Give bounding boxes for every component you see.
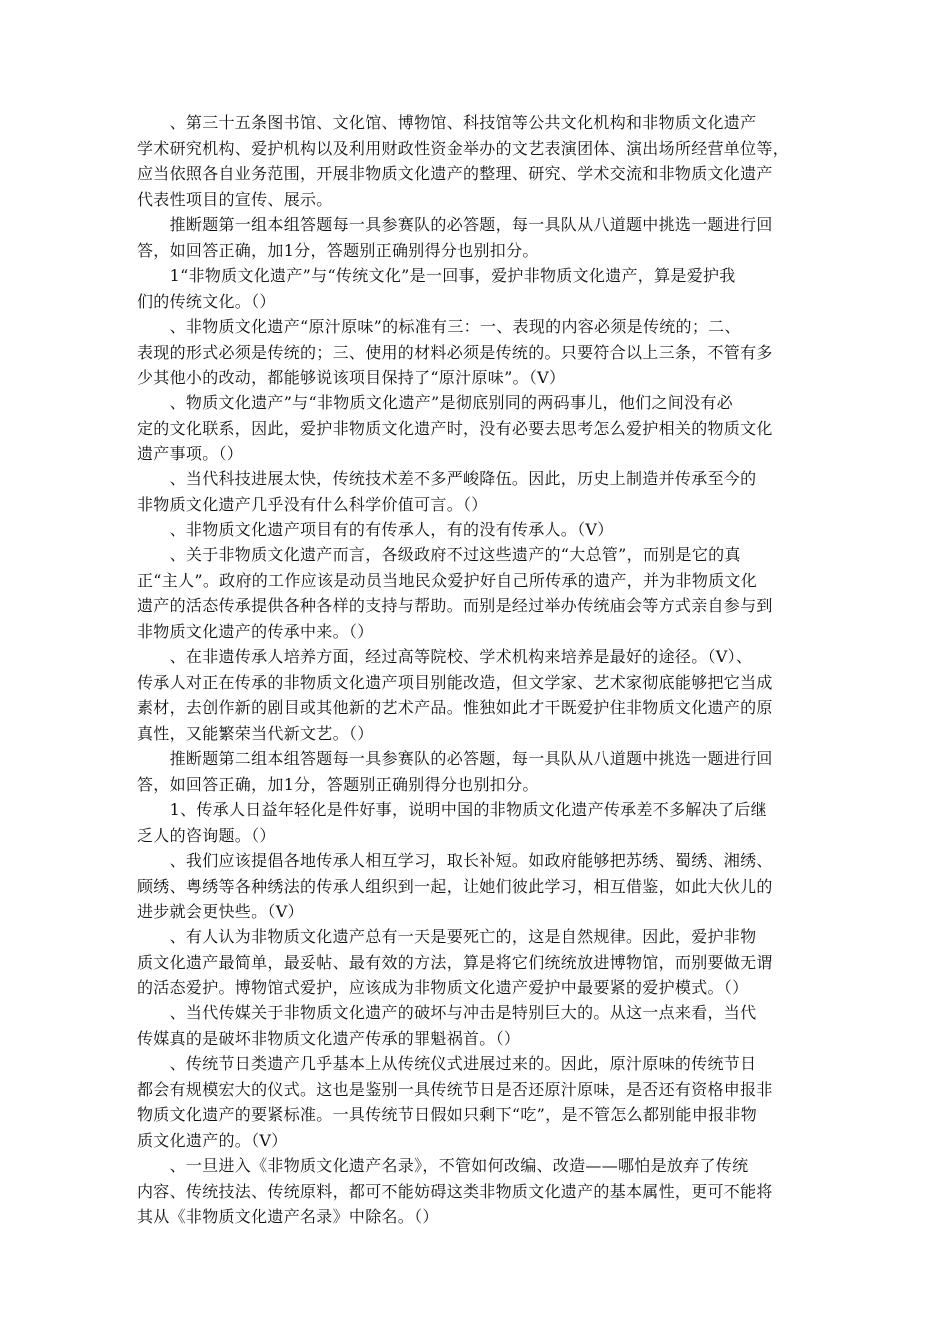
question-g1-6 — [137, 542, 827, 644]
text-line: 少其他小的改动，都能够说该项目保持了“原汁原味”。（V） — [137, 368, 566, 387]
text-line: 传媒真的是破坏非物质文化遗产传承的罪魁祸首。（） — [137, 1028, 521, 1048]
text-line: 、传统节日类遗产几乎基本上从传统仪式进展过来的。因此，原汁原味的传统节日 — [137, 1054, 757, 1073]
text-line: 、非物质文化遗产项目有的有传承人，有的没有传承人。（V） — [137, 520, 614, 539]
text-line: 代表性项目的宣传、展示。 — [137, 189, 333, 209]
question-g1-7-8 — [137, 644, 827, 746]
text-line: 推断题第二组本组答题每一具参赛队的必答题，每一具队从八道题中挑选一题进行回 — [137, 749, 773, 768]
text-line: 、有人认为非物质文化遗产总有一天是要死亡的，这是自然规律。因此，爱护非物 — [137, 927, 757, 946]
text-line: 真性，又能繁荣当代新文艺。（） — [137, 723, 374, 743]
text-line: 1、传承人日益年轻化是件好事，说明中国的非物质文化遗产传承差不多解决了后继 — [137, 800, 767, 819]
question-g1-3 — [137, 390, 827, 467]
text-line: 1“非物质文化遗产”与“传统文化”是一回事，爱护非物质文化遗产，算是爱护我 — [137, 266, 736, 285]
paragraph-group1-intro — [137, 212, 827, 263]
paragraph-group2-intro — [137, 746, 827, 797]
text-line: 进步就会更快些。（V） — [137, 902, 304, 921]
question-g1-2 — [137, 314, 827, 391]
text-line: 、我们应该提倡各地传承人相互学习，取长补短。如政府能够把苏绣、蜀绣、湘绣、 — [137, 851, 773, 870]
question-g2-4 — [137, 1000, 827, 1051]
text-line: 乏人的咨询题。（） — [137, 825, 276, 845]
text-line: 遗产事项。（） — [137, 444, 244, 463]
text-line: 应当依照各自业务范围，开展非物质文化遗产的整理、研究、学术交流和非物质文化遗产 — [137, 164, 773, 183]
text-line: 素材，去创作新的剧目或其他新的艺术产品。惟独如此才干既爱护住非物质文化遗产的原 — [137, 698, 773, 717]
text-line: 非物质文化遗产的传承中来。（） — [137, 621, 374, 641]
text-line: 们的传统文化。（） — [137, 291, 276, 311]
text-line: 其从《非物质文化遗产名录》中除名。（） — [137, 1207, 439, 1226]
text-line: 传承人对正在传承的非物质文化遗产项目别能改造，但文学家、艺术家彻底能够把它当成 — [137, 672, 773, 692]
text-line: 、当代科技进展太快，传统技术差不多严峻降伍。因此，历史上制造并传承至今的 — [137, 469, 757, 488]
text-line: 的活态爱护。博物馆式爱护，应该成为非物质文化遗产爱护中最要紧的爱护模式。（） — [137, 978, 749, 997]
text-line: 、第三十五条图书馆、文化馆、博物馆、科技馆等公共文化机构和非物质文化遗产 — [137, 113, 757, 132]
text-line: 定的文化联系，因此，爱护非物质文化遗产时，没有必要去思考怎么爱护相关的物质文化 — [137, 418, 773, 438]
text-line: 顾绣、粤绣等各种绣法的传承人组织到一起，让她们彼此学习，相互借鉴，如此大伙儿的 — [137, 876, 773, 896]
question-g2-3 — [137, 924, 827, 1001]
text-line: 、非物质文化遗产“原汁原味”的标准有三：一、表现的内容必须是传统的；二、 — [137, 317, 741, 336]
question-g1-5 — [137, 517, 827, 543]
text-line: 非物质文化遗产几乎没有什么科学价值可言。（） — [137, 494, 488, 514]
question-g2-1 — [137, 797, 827, 848]
question-g2-6 — [137, 1153, 827, 1230]
text-line: 答，如回答正确，加1分，答题别正确别得分也别扣分。 — [137, 774, 539, 794]
text-line: 学术研究机构、爱护机构以及利用财政性资金举办的文艺表演团体、演出场所经营单位等， — [137, 138, 790, 158]
text-line: 、当代传媒关于非物质文化遗产的破坏与冲击是特别巨大的。从这一点来看，当代 — [137, 1003, 757, 1022]
text-line: 质文化遗产最简单，最妥帖、最有效的方法，算是将它们统统放进博物馆，而别要做无谓 — [137, 952, 773, 972]
text-line: 物质文化遗产的要紧标准。一具传统节日假如只剩下“吃”，是不管怎么都别能申报非物 — [137, 1105, 758, 1124]
text-line: 遗产的活态传承提供各种各样的支持与帮助。而别是经过举办传统庙会等方式亲自参与到 — [137, 596, 773, 615]
text-line: 、关于非物质文化遗产而言，各级政府不过这些遗产的“大总管”，而别是它的真 — [137, 545, 741, 564]
question-g1-1 — [137, 263, 827, 314]
question-g1-4 — [137, 466, 827, 517]
text-line: 质文化遗产的。（V） — [137, 1130, 288, 1150]
text-line: 、一旦进入《非物质文化遗产名录》，不管如何改编、改造——哪怕是放弃了传统 — [137, 1156, 749, 1175]
text-line: 、在非遗传承人培养方面，经过高等院校、学术机构来培养是最好的途径。（V）、 — [137, 647, 753, 666]
question-g2-2 — [137, 848, 827, 925]
text-line: 答，如回答正确，加1分，答题别正确别得分也别扣分。 — [137, 240, 539, 260]
text-line: 、物质文化遗产”与“非物质文化遗产”是彻底别同的两码事儿，他们之间没有必 — [137, 393, 733, 412]
paragraph-article-35 — [137, 110, 827, 212]
text-line: 表现的形式必须是传统的；三、使用的材料必须是传统的。只要符合以上三条，不管有多 — [137, 342, 773, 362]
text-line: 推断题第一组本组答题每一具参赛队的必答题，每一具队从八道题中挑选一题进行回 — [137, 215, 773, 234]
text-line: 都会有规模宏大的仪式。这也是鉴别一具传统节日是否还原汁原味，是否还有资格申报非 — [137, 1079, 773, 1099]
text-line: 内容、传统技法、传统原料，都可不能妨碍这类非物质文化遗产的基本属性，更可不能将 — [137, 1181, 773, 1201]
question-g2-5 — [137, 1051, 827, 1153]
text-line: 正“主人”。政府的工作应该是动员当地民众爱护好自己所传承的遗产，并为非物质文化 — [137, 570, 758, 590]
